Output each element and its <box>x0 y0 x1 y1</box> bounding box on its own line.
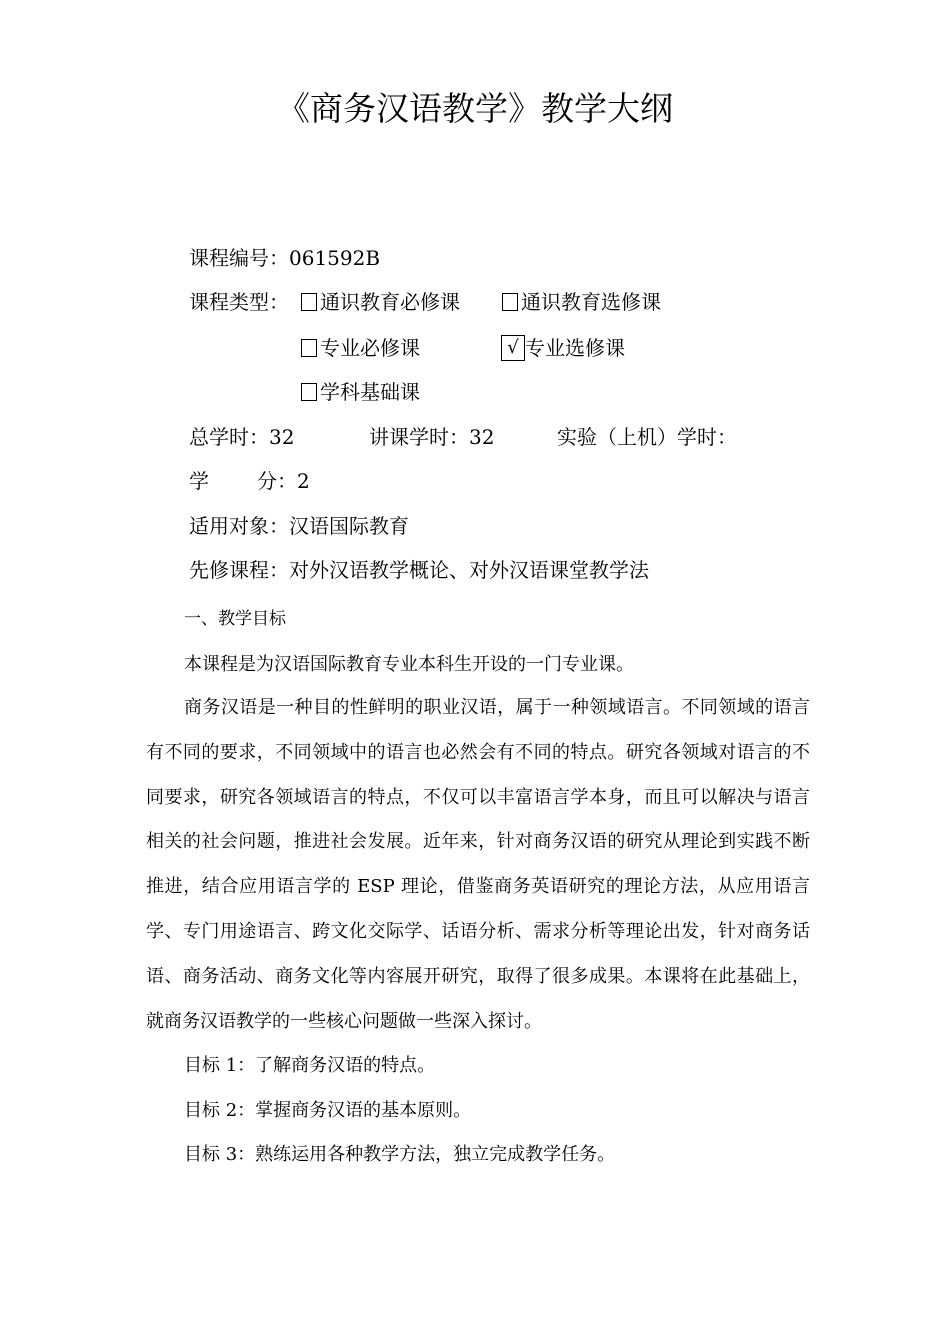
target-label: 适用对象： <box>189 514 289 538</box>
option-major-elective[interactable] <box>501 331 625 365</box>
intro-paragraph: 本课程是为汉语国际教育专业本科生开设的一门专业课。 <box>184 654 634 675</box>
target-row <box>189 509 409 543</box>
checkbox-checked-icon[interactable]: √ <box>501 335 525 361</box>
option-major-required[interactable] <box>301 331 420 365</box>
credits-row <box>189 464 310 498</box>
body-paragraph: 商务汉语是一种目的性鲜明的职业汉语，属于一种领域语言。不同领域的语言有不同的要求，不同领域中的语言也必然会有不同的特点。研究各领域对语言的不同要求，研究各领域语言的特点，不仅可以丰富语言学本身，而且可以解决与语言相关的社会问题，推进社会发展。近年来，针对商务汉语的研究从理论到实践不断推进，结合应用语言学的 ESP 理论，借鉴商务英语研究的理论方法，从应用语言学、专门用途语言、跨文化交际学、话语分析、需求分析等理论出发，针对商务话语、商务活动、商务文化等内容展开研究，取得了很多成果。本课将在此基础上，就商务汉语教学的一些核心问题做一些深入探讨。 <box>146 697 810 1032</box>
lab-hours-row <box>557 420 737 454</box>
target-value: 汉语国际教育 <box>289 514 409 538</box>
lecture-hours-value: 32 <box>469 425 495 449</box>
goal-2: 目标 2：掌握商务汉语的基本原则。 <box>184 1100 472 1121</box>
total-hours-label: 总学时： <box>189 425 269 449</box>
checkbox-unchecked-icon[interactable] <box>301 293 317 311</box>
total-hours-row <box>189 420 294 454</box>
document-title: 《商务汉语教学》教学大纲 <box>277 89 673 128</box>
course-code-row <box>189 241 380 275</box>
checkbox-unchecked-icon[interactable] <box>301 383 317 401</box>
option-general-elective[interactable] <box>502 285 661 319</box>
lecture-hours-label: 讲课学时： <box>369 425 469 449</box>
option-general-required[interactable] <box>301 285 460 319</box>
option-label: 专业必修课 <box>320 336 420 360</box>
checkbox-unchecked-icon[interactable] <box>502 293 518 311</box>
option-label: 通识教育必修课 <box>320 290 460 314</box>
section-heading: 一、教学目标 <box>184 609 286 629</box>
course-code-label: 课程编号： <box>189 246 289 270</box>
credits-label-a: 学 <box>189 469 209 493</box>
total-hours-value: 32 <box>269 425 295 449</box>
lecture-hours-row <box>369 420 494 454</box>
option-discipline-foundation[interactable] <box>301 375 420 409</box>
prerequisites-value: 对外汉语教学概论、对外汉语课堂教学法 <box>289 558 649 582</box>
course-type-row <box>189 285 289 319</box>
goal-1: 目标 1：了解商务汉语的特点。 <box>184 1055 436 1076</box>
option-label: 通识教育选修课 <box>521 290 661 314</box>
credits-value: 2 <box>297 469 310 493</box>
prerequisites-row <box>189 553 649 587</box>
checkbox-unchecked-icon[interactable] <box>301 339 317 357</box>
goal-3: 目标 3：熟练运用各种教学方法，独立完成教学任务。 <box>184 1144 616 1165</box>
option-label: 专业选修课 <box>525 336 625 360</box>
prerequisites-label: 先修课程： <box>189 558 289 582</box>
course-code-value: 061592B <box>289 246 381 270</box>
lab-hours-label: 实验（上机）学时： <box>557 425 737 449</box>
option-label: 学科基础课 <box>320 380 420 404</box>
course-type-label: 课程类型： <box>189 290 289 314</box>
credits-label-b: 分： <box>257 469 297 493</box>
